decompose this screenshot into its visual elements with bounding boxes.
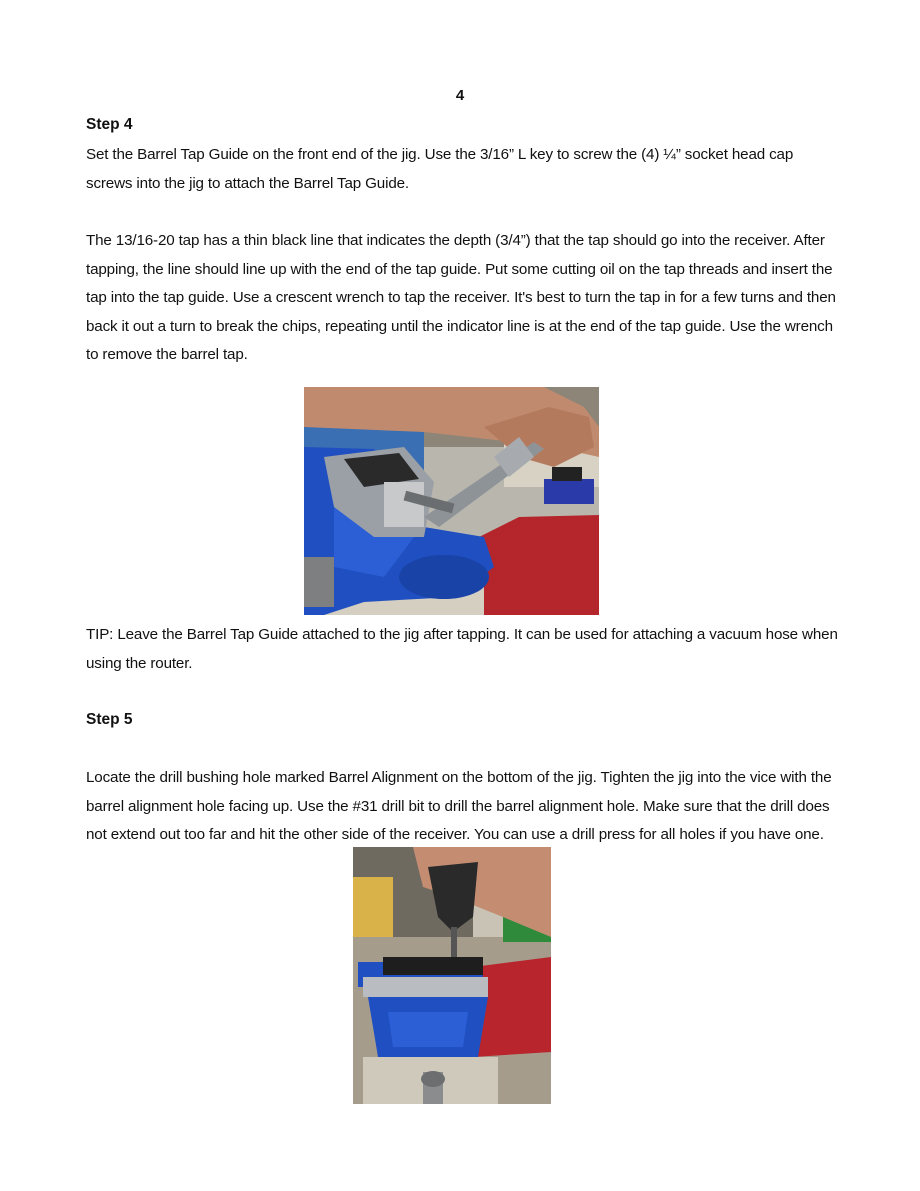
text-line: tapping, the line should line up with the end of the tap guide. Put some cutting oil on the tap threads and insert the [86, 260, 833, 278]
page-number: 4 [455, 87, 465, 104]
drilling-photo [353, 847, 551, 1104]
step4-paragraph-1 [86, 141, 846, 198]
text-line: using the router. [86, 654, 193, 672]
step5-paragraph [86, 764, 846, 850]
text-line: back it out a turn to break the chips, repeating until the indicator line is at the end of the tap guide. Use the wrench [86, 317, 833, 335]
text-line: to remove the barrel tap. [86, 346, 248, 364]
text-line: Set the Barrel Tap Guide on the front end of the jig. Use the 3/16” L key to screw the (4) ¼” socket head cap [86, 146, 794, 163]
step5-heading: Step 5 [86, 711, 133, 728]
text-line: not extend out too far and hit the other side of the receiver. You can use a drill press for all holes if you have one. [86, 826, 824, 844]
text-line: TIP: Leave the Barrel Tap Guide attached to the jig after tapping. It can be used for attaching a vacuum hose when [86, 626, 838, 643]
text-line: screws into the jig to attach the Barrel Tap Guide. [86, 174, 409, 192]
text-line: tap into the tap guide. Use a crescent wrench to tap the receiver. It's best to turn the tap in for a few turns and then [86, 289, 836, 307]
text-line: barrel alignment hole facing up. Use the #31 drill bit to drill the barrel alignment hole. Make sure that the drill does [86, 797, 830, 815]
step4-paragraph-2 [86, 227, 846, 370]
tapping-photo [304, 387, 599, 615]
tip-paragraph [86, 621, 846, 678]
step4-heading: Step 4 [86, 116, 133, 133]
text-line: The 13/16-20 tap has a thin black line that indicates the depth (3/4”) that the tap should go into the receiver. After [86, 232, 825, 249]
text-line: Locate the drill bushing hole marked Barrel Alignment on the bottom of the jig. Tighten the jig into the vice with the [86, 769, 832, 786]
